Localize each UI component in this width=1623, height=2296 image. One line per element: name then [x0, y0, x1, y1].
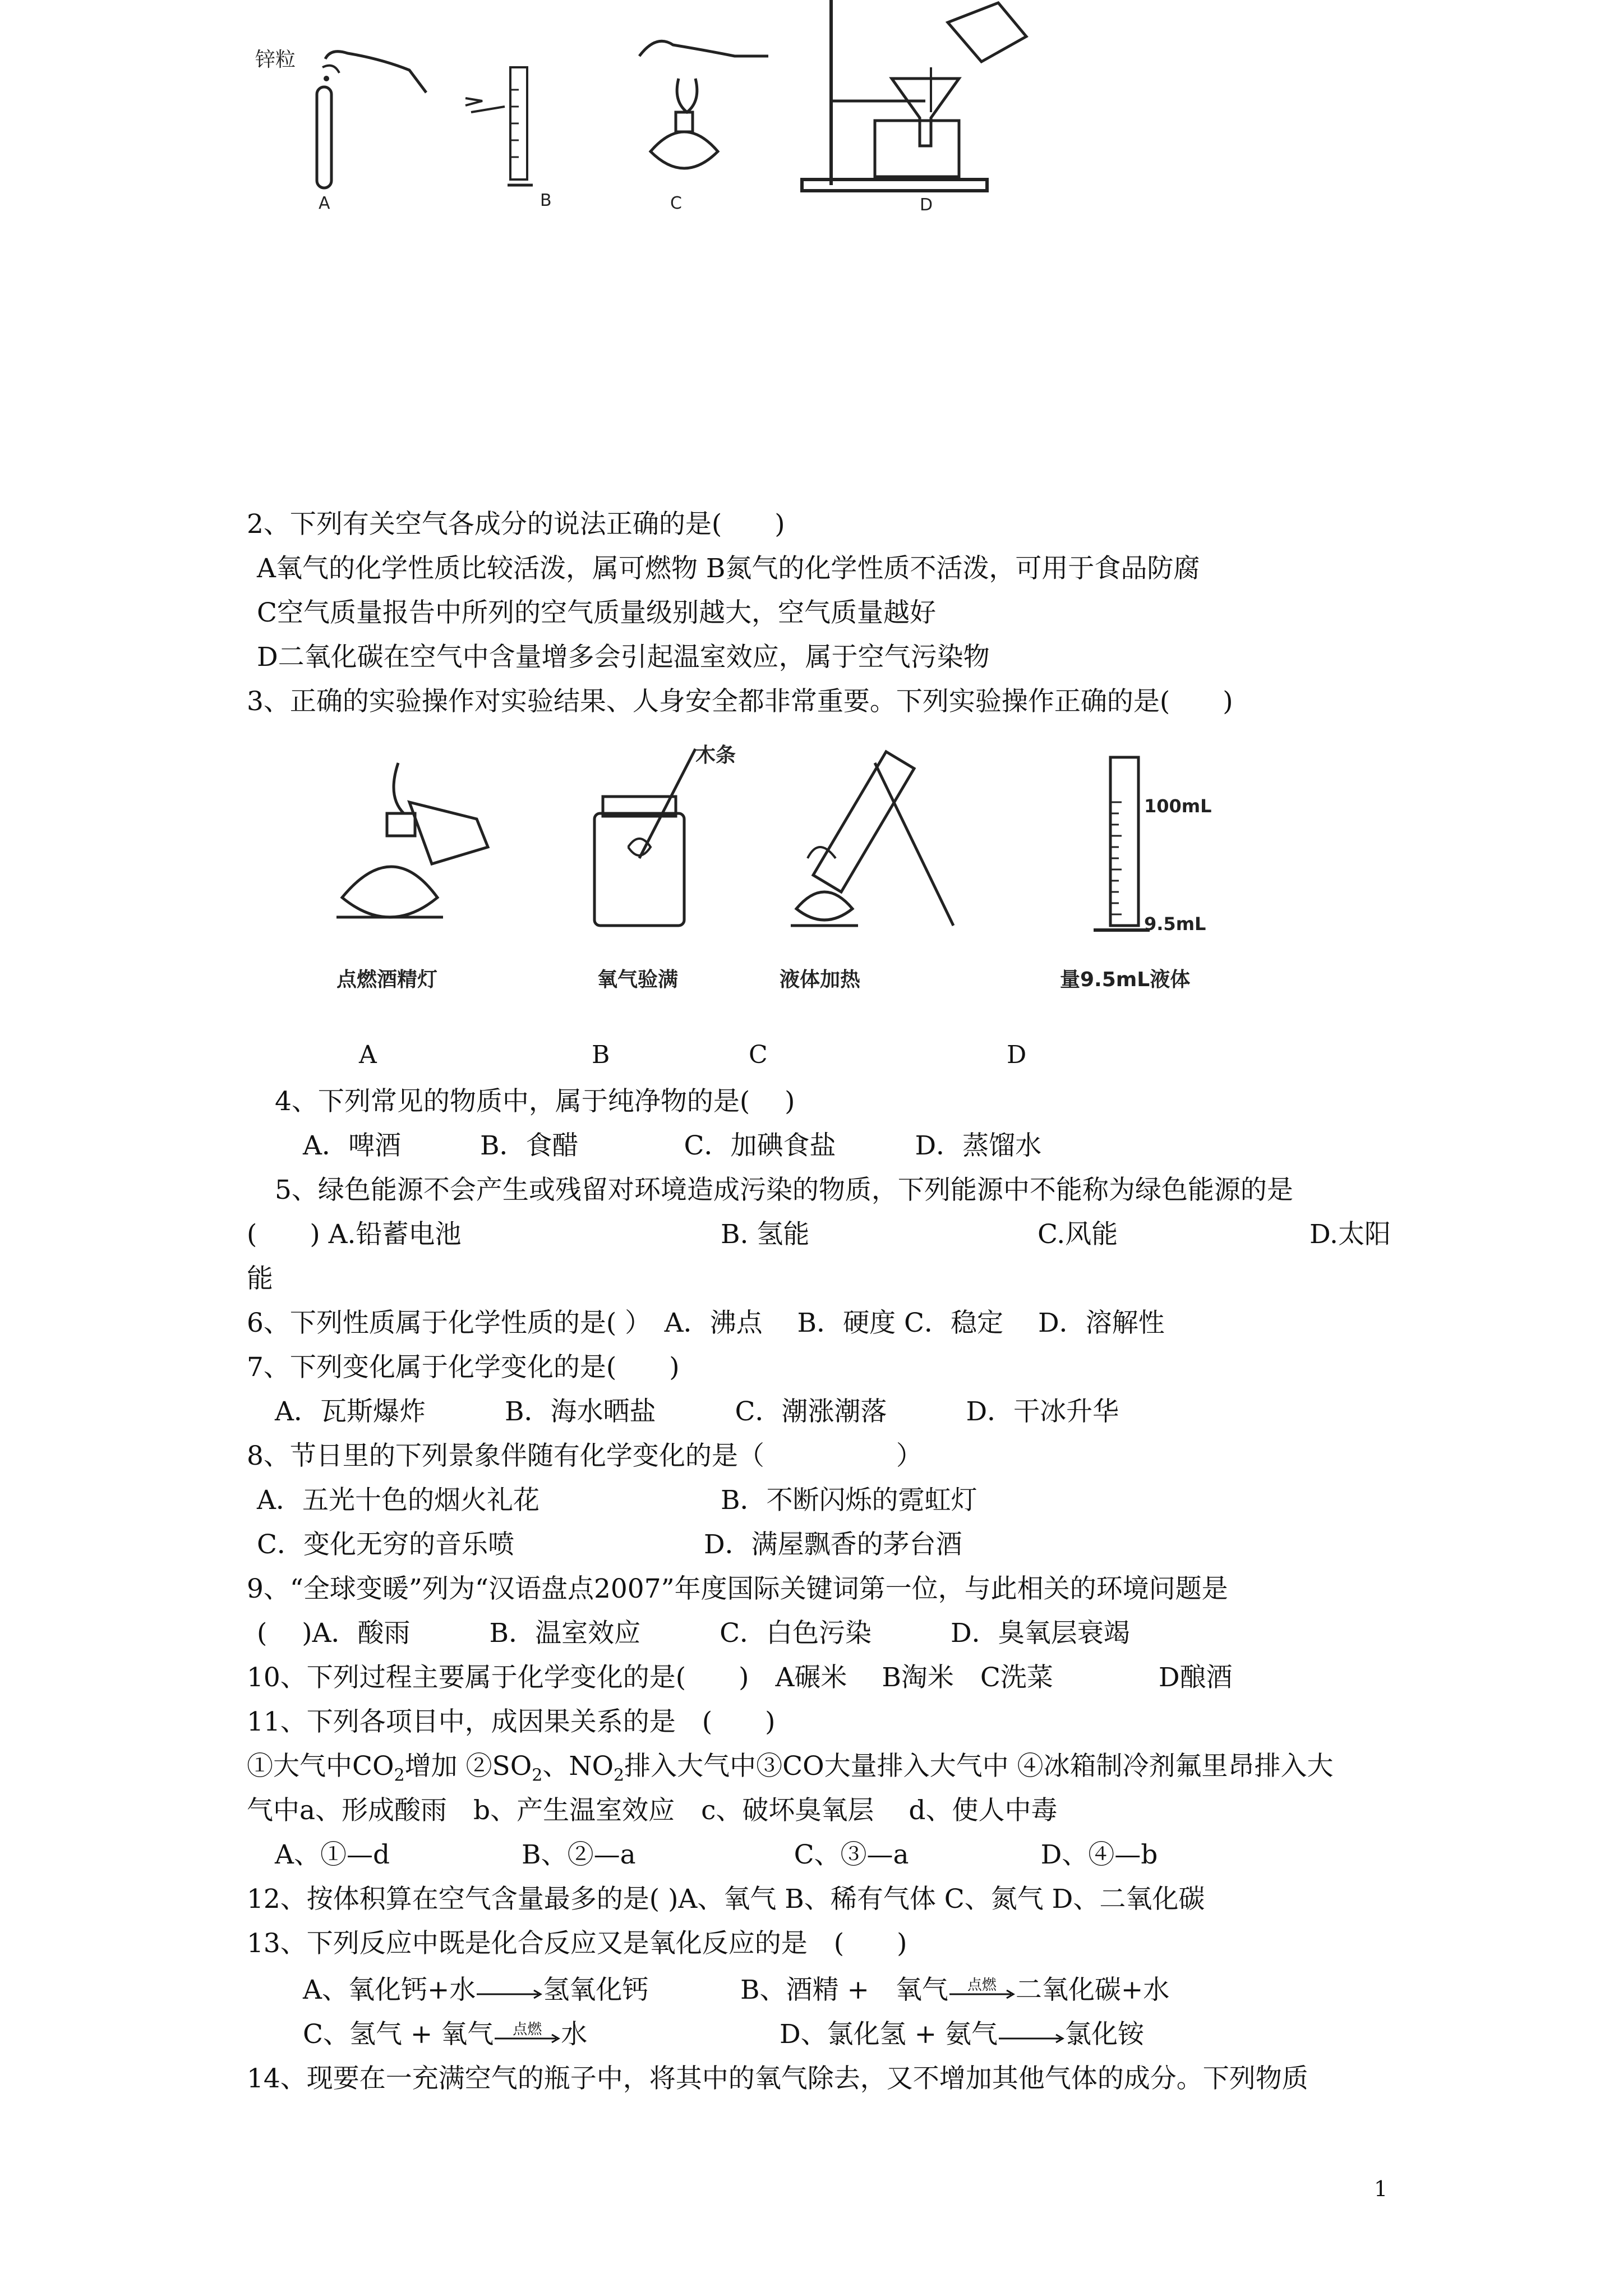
q3-letter-b: B [592, 1041, 610, 1069]
cylinder-bottom-mark: 9.5mL [1144, 913, 1206, 935]
reaction-condition: 点燃 [513, 2021, 542, 2038]
lighting-lamp-illustration [325, 763, 505, 942]
q6-text: 6、下列性质属于化学性质的是( ） A．沸点 B．硬度 C．稳定 D．溶解性 [247, 1308, 1165, 1338]
reaction-arrow [476, 1981, 543, 2003]
q11-sub-2: 2 [532, 1765, 543, 1786]
q13-a-left: A、氧化钙+水 [303, 1975, 476, 2005]
q5-option-a: ( ) A.铅蓄电池 [247, 1219, 462, 1250]
q4-options: A．啤酒 B．食醋 C．加碘食盐 D．蒸馏水 [303, 1130, 1042, 1161]
q4-stem: 4、下列常见的物质中，属于纯净物的是( ) [275, 1086, 795, 1117]
q2-options-ab: A氧气的化学性质比较活泼，属可燃物 B氮气的化学性质不活泼，可用于食品防腐 [257, 553, 1200, 584]
fig-letter-d: D [920, 195, 933, 215]
oxygen-bottle-illustration [583, 740, 763, 942]
reaction-condition: 点燃 [967, 1977, 997, 1994]
q11-part-c: 、NO [542, 1751, 614, 1782]
caption-oxygen-check: 氧气验满 [597, 968, 679, 991]
q3-letter-c: C [749, 1041, 768, 1069]
q2-option-d: D二氧化碳在空气中含量增多会引起温室效应，属于空气污染物 [257, 642, 990, 673]
q11-sub-1: 2 [394, 1765, 405, 1786]
zinc-label: 锌粒 [255, 48, 296, 71]
q8-option-b: B．不断闪烁的霓虹灯 [721, 1485, 978, 1516]
q9-line-2: ( )A．酸雨 B．温室效应 C．白色污染 D．臭氧层衰竭 [257, 1618, 1130, 1649]
reaction-arrow [948, 1977, 1016, 2003]
q13-a-right: 氢氧化钙 [543, 1975, 649, 2005]
q14-text: 14、现要在一充满空气的瓶子中，将其中的氧气除去，又不增加其他气体的成分。下列物质 [247, 2063, 1308, 2094]
q5-line-3: 能 [247, 1263, 273, 1294]
q3-letter-d: D [1007, 1041, 1027, 1069]
q8-option-d: D．满屋飘香的茅台酒 [704, 1529, 962, 1560]
q11-sub-3: 2 [614, 1765, 625, 1786]
q3-letter-a: A [359, 1041, 377, 1069]
caption-liquid-heating: 液体加热 [780, 968, 861, 991]
q13-c-left: C、氢气 + 氧气 [303, 2019, 494, 2050]
q7-stem: 7、下列变化属于化学变化的是( ) [247, 1352, 680, 1383]
q9-line-1: 9、“全球变暖”列为“汉语盘点2007”年度国际关键词第一位，与此相关的环境问题是 [247, 1573, 1228, 1604]
filtration-stand-illustration [796, 0, 1043, 202]
q2-stem: 2、下列有关空气各成分的说法正确的是( ) [247, 509, 785, 540]
q13-d-left: D、氯化氢 + 氨气 [780, 2019, 998, 2050]
page-number: 1 [1374, 2177, 1388, 2201]
q5-line-1: 5、绿色能源不会产生或残留对环境造成污染的物质，下列能源中不能称为绿色能源的是 [275, 1175, 1293, 1205]
q13-stem: 13、下列反应中既是化合反应又是氧化反应的是 ( ) [247, 1928, 907, 1959]
q13-c-right: 水 [561, 2019, 588, 2050]
q13-option-a [303, 1973, 648, 2007]
q8-stem: 8、节日里的下列景象伴随有化学变化的是（ ） [247, 1441, 923, 1471]
q13-b-left: B、酒精 + 氧气 [740, 1975, 948, 2005]
q3-stem: 3、正确的实验操作对实验结果、人身安全都非常重要。下列实验操作正确的是( ) [247, 686, 1233, 717]
q11-stem: 11、下列各项目中，成因果关系的是 ( ) [247, 1706, 776, 1737]
q5-option-d: D.太阳 [1310, 1219, 1391, 1250]
q8-option-c: C．变化无穷的音乐喷 [257, 1529, 514, 1560]
q7-options: A．瓦斯爆炸 B．海水晒盐 C．潮涨潮落 D．干冰升华 [275, 1396, 1119, 1427]
q13-option-d [780, 2018, 1144, 2051]
q11-line-1 [247, 1750, 1334, 1792]
q5-option-c: C.风能 [1038, 1219, 1118, 1250]
q5-option-b: B. 氢能 [721, 1219, 810, 1250]
q11-options: A、①—d B、②—a C、③—a D、④—b [275, 1839, 1158, 1870]
q13-d-right: 氯化铵 [1064, 2019, 1144, 2050]
cylinder-top-mark: 100mL [1144, 795, 1212, 817]
fig-letter-c: C [670, 194, 682, 213]
q8-option-a: A．五光十色的烟火礼花 [257, 1485, 540, 1516]
q11-part-a: ①大气中CO [247, 1751, 394, 1782]
fig-letter-b: B [540, 191, 552, 210]
stick-label: 木条 [695, 744, 736, 767]
caption-lighting-lamp: 点燃酒精灯 [336, 968, 438, 991]
test-tube-hand-illustration [303, 34, 437, 202]
q13-option-c [303, 2018, 587, 2051]
alcohol-lamp-hand-illustration [628, 17, 785, 196]
q11-part-b: 增加 ②SO [404, 1751, 532, 1782]
q13-b-right: 二氧化碳+水 [1015, 1975, 1170, 2005]
caption-measure-liquid: 量9.5mL液体 [1060, 968, 1191, 991]
reaction-arrow [998, 2025, 1065, 2047]
fig-letter-a: A [319, 194, 330, 213]
reaction-arrow [494, 2021, 561, 2047]
liquid-heating-illustration [774, 746, 976, 942]
graduated-cylinder-illustration [465, 56, 544, 196]
q2-option-c: C空气质量报告中所列的空气质量级别越大，空气质量越好 [257, 597, 936, 628]
q11-line-2: 气中a、形成酸雨 b、产生温室效应 c、破坏臭氧层 d、使人中毒 [247, 1795, 1058, 1826]
q13-option-b [740, 1973, 1169, 2007]
q12-text: 12、按体积算在空气含量最多的是( )A、氧气 B、稀有气体 C、氮气 D、二氧化碳 [247, 1884, 1205, 1915]
q10-text: 10、下列过程主要属于化学变化的是( ) A碾米 B淘米 C洗菜 D酿酒 [247, 1662, 1233, 1693]
q11-part-d: 排入大气中③CO大量排入大气中 ④冰箱制冷剂氟里昂排入大 [624, 1751, 1334, 1782]
